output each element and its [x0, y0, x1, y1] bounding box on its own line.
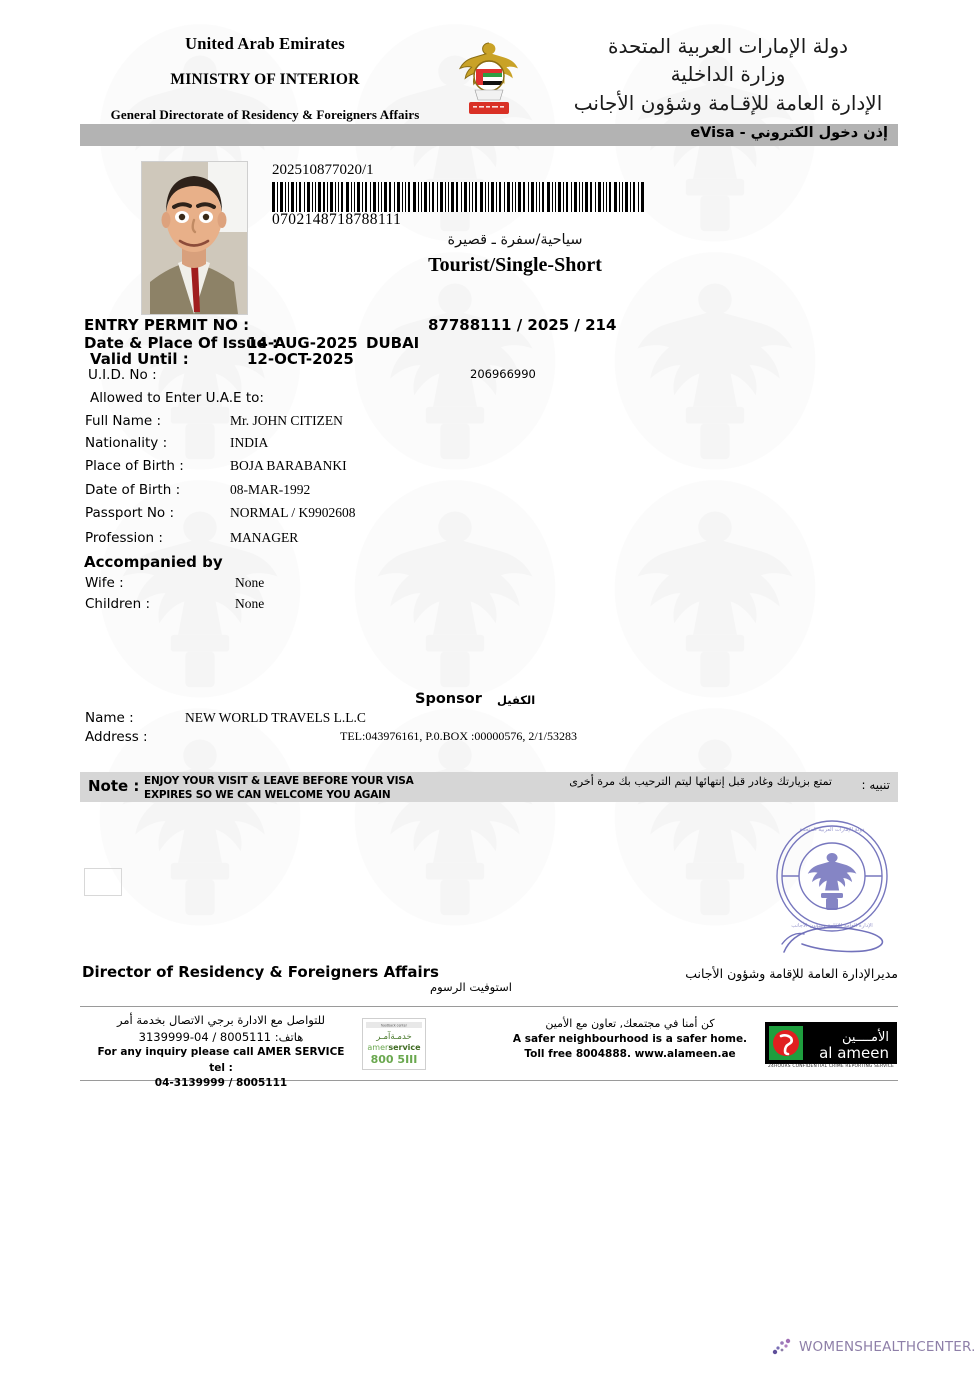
note-label-ar: تنبيه : [861, 778, 890, 792]
handwritten-signature-icon [780, 922, 892, 956]
profession-label-en: Profession : [85, 530, 163, 546]
permit-reference-number: 202510877020/1 [272, 162, 374, 178]
issue-place-value: DUBAI [366, 334, 420, 352]
director-title-ar: مديرالإدارة العامة للإقامة وشؤون الأجانب [685, 966, 898, 981]
brand-name: WOMENSHEALTHCENTER. [799, 1339, 976, 1355]
svg-text:800 5III: 800 5III [370, 1053, 418, 1066]
sponsor-title-ar: الكفيل [497, 693, 536, 707]
document-header [0, 0, 978, 122]
children-value-en: None [235, 596, 265, 611]
applicant-photo [141, 161, 248, 315]
site-watermark-brand [772, 1336, 978, 1358]
directorate-name-ar: الإدارة العامة للإقـامة وشؤون الأجانب [573, 90, 883, 115]
valid-until-value: 12-OCT-2025 [247, 350, 354, 368]
official-round-stamp-icon [773, 817, 891, 935]
amer-service-text [96, 1012, 346, 1091]
visa-type-english: Tourist/Single-Short [428, 254, 602, 276]
place-of-birth-label-en: Place of Birth : [85, 458, 184, 474]
svg-text:الإدارة العامة للإقامة وشؤون ا: الإدارة العامة للإقامة وشؤون الأجانب [791, 923, 873, 929]
children-label-en: Children : [85, 596, 151, 612]
watermark-eagle-icon [350, 248, 560, 478]
purple-dots-icon [772, 1338, 794, 1356]
evisa-band-text: إذن دخول الكتروني - eVisa [690, 125, 888, 141]
wife-value-en: None [235, 575, 265, 590]
visa-type-arabic: سياحية/سفرة ـ قصيرة [447, 232, 583, 248]
full-name-value-en: Mr. JOHN CITIZEN [230, 413, 343, 428]
allowed-label-en: Allowed to Enter U.A.E to: [90, 390, 264, 406]
evisa-title-band [80, 124, 898, 146]
wife-label-en: Wife : [85, 575, 124, 591]
footer-divider-top [80, 1006, 898, 1007]
entry-permit-no-label-en: ENTRY PERMIT NO : [84, 316, 250, 334]
date-of-birth-value-en: 08-MAR-1992 [230, 482, 311, 497]
fees-paid-ar: استوفيت الرسوم [430, 980, 512, 994]
passport-no-value-en: NORMAL / K9902608 [230, 505, 356, 520]
alameen-en-line1: A safer neighbourhood is a safer home. [512, 1032, 748, 1045]
sponsor-address-label-en: Address : [85, 729, 148, 745]
alameen-en-line2: Toll free 8004888. www.alameen.ae [524, 1048, 736, 1061]
header-english-titles [80, 34, 450, 123]
amer-en-line2: 04-3139999 / 8005111 [154, 1076, 288, 1089]
directorate-name-en: General Directorate of Residency & Foreigners Affairs [110, 107, 420, 122]
issue-label-en: Date & Place Of Issue : [84, 334, 278, 352]
note-text-en-line2: EXPIRES SO WE CAN WELCOME YOU AGAIN [144, 788, 391, 801]
al-ameen-text [510, 1016, 750, 1062]
uae-falcon-emblem-icon [455, 38, 523, 124]
sponsor-name-value-en: NEW WORLD TRAVELS L.L.C [185, 710, 366, 725]
ministry-name-ar: وزارة الداخلية [670, 62, 786, 87]
sponsor-title-en: Sponsor [415, 691, 482, 707]
country-name-en: United Arab Emirates [185, 34, 345, 53]
sponsor-name-label-en: Name : [85, 710, 134, 726]
amer-en-line1: For any inquiry please call AMER SERVICE tel : [97, 1046, 345, 1074]
watermark-eagle-icon [610, 476, 820, 706]
sponsor-address-value-en: TEL:043976161, P.0.BOX :00000576, 2/1/53283 [340, 729, 578, 743]
note-band [80, 772, 898, 802]
header-arabic-titles [518, 32, 938, 117]
watermark-eagle-icon [350, 476, 560, 706]
date-of-birth-label-en: Date of Birth : [85, 482, 181, 498]
uid-value: 206966990 [470, 367, 536, 381]
barcode-digits: 0702148718788111 [272, 211, 402, 228]
svg-text:feedback center: feedback center [381, 1023, 407, 1028]
al-ameen-phone-logo-icon [765, 1022, 897, 1064]
note-text-en-line1: ENJOY YOUR VISIT & LEAVE BEFORE YOUR VISA [144, 775, 414, 787]
watermark-eagle-icon [610, 248, 820, 478]
issue-date-value: 14-AUG-2025 [247, 334, 358, 352]
amer-ar-line2: هاتف: 8005111 / 04-3139999 [138, 1029, 304, 1044]
blank-box [84, 868, 122, 896]
place-of-birth-value-en: BOJA BARABANKI [230, 458, 347, 473]
nationality-value-en: INDIA [230, 435, 269, 450]
note-text-en [144, 775, 414, 802]
uid-label-en: U.I.D. No : [88, 367, 157, 383]
amer-service-logo-icon [362, 1018, 426, 1070]
svg-text:amerservice: amerservice [367, 1043, 421, 1052]
svg-text:al ameen: al ameen [819, 1044, 889, 1062]
svg-text:دولة الإمارات العربية المتحدة: دولة الإمارات العربية المتحدة [799, 827, 865, 833]
full-name-label-en: Full Name : [85, 413, 162, 429]
profession-value-en: MANAGER [230, 530, 299, 545]
director-title-en: Director of Residency & Foreigners Affairs [82, 963, 439, 981]
passport-no-label-en: Passport No : [85, 505, 175, 521]
amer-ar-line1: للتواصل مع الادارة برجي الاتصال بخدمة أمر [117, 1013, 325, 1027]
al-ameen-logo-subtitle: 24HOURS CONFIDENTIAL CRIME REPORTING SERVICE [767, 1064, 895, 1069]
valid-until-label-en: Valid Until : [90, 350, 189, 368]
entry-permit-no-value: 87788111 / 2025 / 214 [428, 316, 617, 334]
accompanied-title-en: Accompanied by [84, 553, 223, 571]
note-text-ar: تمتع بزيارتك وغادر قبل إنتهائها ليتم الترحيب بك مرة أخرى [569, 775, 832, 788]
ministry-name-en: MINISTRY OF INTERIOR [170, 71, 360, 88]
nationality-label-en: Nationality : [85, 435, 168, 451]
note-label-en: Note : [88, 777, 140, 795]
country-name-ar: دولة الإمارات العربية المتحدة [607, 34, 849, 58]
svg-text:خدمـةآمـر: خدمـةآمـر [376, 1032, 412, 1042]
code39-barcode-icon [272, 182, 644, 212]
alameen-ar-line: كن أمنا في مجتمعك, تعاون مع الأمين [545, 1017, 715, 1030]
svg-text:الأمــــين: الأمــــين [841, 1030, 889, 1045]
